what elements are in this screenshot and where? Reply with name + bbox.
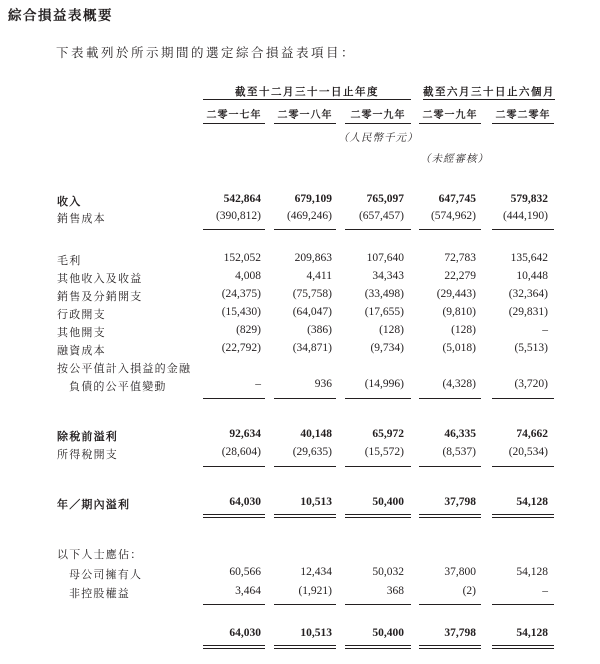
table-row: [0, 585, 600, 601]
cell: 3,464: [235, 585, 261, 597]
cell: (20,534): [508, 446, 548, 458]
cell: 46,335: [444, 428, 476, 440]
col-header-2019-h1: 二零一九年: [422, 110, 478, 121]
total-double-rule: [203, 514, 265, 518]
subtotal-rule: [345, 398, 411, 399]
col-header-2018: 二零一八年: [277, 110, 333, 121]
cell: 10,448: [516, 270, 548, 282]
row-label: 行政開支: [57, 308, 106, 321]
cell: 368: [386, 585, 404, 597]
table-row: [0, 496, 600, 512]
cell: (29,443): [436, 288, 476, 300]
cell: (829): [236, 324, 261, 336]
cell: (24,375): [221, 288, 261, 300]
table-row: [0, 193, 600, 209]
row-label: 負債的公平值變動: [69, 380, 167, 393]
cell: 152,052: [223, 252, 261, 264]
cell: 54,128: [516, 566, 548, 578]
cell: (3,720): [514, 378, 548, 390]
cell: 40,148: [300, 428, 332, 440]
cell: 74,662: [516, 428, 548, 440]
cell: (390,812): [215, 210, 261, 222]
table-row: [0, 324, 600, 340]
cell: (29,831): [508, 306, 548, 318]
cell: 765,097: [366, 193, 404, 205]
table-row: [0, 360, 600, 376]
cell: 135,642: [510, 252, 548, 264]
cell: 50,400: [372, 627, 404, 639]
cell: (33,498): [364, 288, 404, 300]
cell: 209,863: [294, 252, 332, 264]
table-row: [0, 342, 600, 358]
row-label: 所得稅開支: [57, 448, 118, 461]
cell: (14,996): [364, 378, 404, 390]
subtotal-rule: [274, 466, 336, 467]
cell: 64,030: [229, 496, 261, 508]
total-double-rule: [492, 645, 554, 649]
row-label: 年／期內溢利: [57, 498, 131, 511]
table-row: [0, 627, 600, 643]
total-double-rule: [274, 645, 336, 649]
row-label: 銷售及分銷開支: [57, 290, 143, 303]
cell: (8,537): [442, 446, 476, 458]
total-double-rule: [203, 645, 265, 649]
subtotal-rule: [274, 229, 336, 230]
cell: 4,411: [306, 270, 332, 282]
total-double-rule: [274, 514, 336, 518]
cell: (29,635): [292, 446, 332, 458]
table-row: [0, 288, 600, 304]
cell: (28,604): [221, 446, 261, 458]
table-row: [0, 546, 600, 562]
section-title: 綜合損益表概要: [8, 8, 113, 24]
cell: 64,030: [229, 627, 261, 639]
row-label: 毛利: [57, 254, 82, 267]
cell: –: [542, 585, 548, 597]
subtotal-rule: [345, 604, 411, 605]
cell: (9,734): [370, 342, 404, 354]
subtotal-rule: [203, 466, 265, 467]
row-label: 其他收入及收益: [57, 272, 143, 285]
total-double-rule: [492, 514, 554, 518]
total-double-rule: [345, 514, 411, 518]
cell: –: [542, 324, 548, 336]
header-year-group: 截至十二月三十一日止年度: [235, 86, 379, 98]
col-rule: [203, 123, 265, 124]
subtotal-rule: [203, 229, 265, 230]
subtotal-rule: [419, 604, 481, 605]
cell: (34,871): [292, 342, 332, 354]
cell: 107,640: [366, 252, 404, 264]
cell: 50,400: [372, 496, 404, 508]
col-rule: [345, 123, 411, 124]
subtotal-rule: [492, 398, 554, 399]
cell: 579,832: [510, 193, 548, 205]
table-row: [0, 566, 600, 582]
cell: (386): [307, 324, 332, 336]
row-label: 除稅前溢利: [57, 430, 118, 443]
table-row: [0, 270, 600, 286]
cell: (2): [462, 585, 476, 597]
cell: (128): [451, 324, 476, 336]
cell: (5,513): [514, 342, 548, 354]
row-label: 按公平值計入損益的金融: [57, 362, 192, 375]
cell: 65,972: [372, 428, 404, 440]
col-rule: [274, 123, 336, 124]
cell: 12,434: [300, 566, 332, 578]
cell: 10,513: [300, 627, 332, 639]
cell: (4,328): [442, 378, 476, 390]
cell: (22,792): [221, 342, 261, 354]
subtotal-rule: [492, 604, 554, 605]
col-header-2020-h1: 二零二零年: [495, 110, 551, 121]
col-header-2019: 二零一九年: [350, 110, 406, 121]
table-row: [0, 428, 600, 444]
cell: 679,109: [294, 193, 332, 205]
cell: 936: [314, 378, 332, 390]
subtotal-rule: [492, 229, 554, 230]
total-double-rule: [419, 514, 481, 518]
intro-text: 下表載列於所示期間的選定綜合損益表項目：: [56, 45, 357, 60]
row-label: 融資成本: [57, 344, 106, 357]
cell: 37,800: [444, 566, 476, 578]
subtotal-rule: [274, 398, 336, 399]
cell: (64,047): [292, 306, 332, 318]
cell: 60,566: [229, 566, 261, 578]
cell: 72,783: [444, 252, 476, 264]
cell: 4,008: [235, 270, 261, 282]
col-header-2017: 二零一七年: [206, 110, 262, 121]
unaudited-label: （未經審核）: [420, 153, 489, 165]
row-label: 銷售成本: [57, 212, 106, 225]
total-double-rule: [419, 645, 481, 649]
subtotal-rule: [492, 466, 554, 467]
cell: (1,921): [298, 585, 332, 597]
cell: (75,758): [292, 288, 332, 300]
subtotal-rule: [345, 466, 411, 467]
cell: (15,572): [364, 446, 404, 458]
subtotal-rule: [203, 604, 265, 605]
cell: (9,810): [442, 306, 476, 318]
cell: (32,364): [508, 288, 548, 300]
cell: (5,018): [442, 342, 476, 354]
cell: 54,128: [516, 496, 548, 508]
cell: 37,798: [444, 627, 476, 639]
total-double-rule: [345, 645, 411, 649]
table-row: [0, 210, 600, 226]
cell: (15,430): [221, 306, 261, 318]
table-row: [0, 252, 600, 268]
cell: 10,513: [300, 496, 332, 508]
cell: 37,798: [444, 496, 476, 508]
subtotal-rule: [419, 466, 481, 467]
subtotal-rule: [419, 398, 481, 399]
header-six-month-rule: [423, 99, 555, 100]
col-rule: [492, 123, 554, 124]
cell: (657,457): [358, 210, 404, 222]
subtotal-rule: [419, 229, 481, 230]
unit-label: （人民幣千元）: [338, 132, 419, 144]
row-label: 以下人士應佔：: [57, 548, 143, 561]
cell: (574,962): [430, 210, 476, 222]
subtotal-rule: [203, 398, 265, 399]
cell: 92,634: [229, 428, 261, 440]
cell: 34,343: [372, 270, 404, 282]
col-rule: [419, 123, 481, 124]
cell: 542,864: [223, 193, 261, 205]
cell: 647,745: [438, 193, 476, 205]
cell: –: [255, 378, 261, 390]
row-label: 其他開支: [57, 326, 106, 339]
table-row: [0, 378, 600, 394]
row-label: 母公司擁有人: [69, 568, 143, 581]
row-label: 收入: [57, 195, 82, 208]
table-row: [0, 306, 600, 322]
subtotal-rule: [274, 604, 336, 605]
row-label: 非控股權益: [69, 587, 130, 600]
table-row: [0, 446, 600, 462]
cell: (17,655): [364, 306, 404, 318]
cell: (469,246): [286, 210, 332, 222]
cell: (444,190): [502, 210, 548, 222]
header-year-rule: [203, 99, 411, 100]
cell: 22,279: [444, 270, 476, 282]
cell: 54,128: [516, 627, 548, 639]
subtotal-rule: [345, 229, 411, 230]
header-six-month-group: 截至六月三十日止六個月: [423, 86, 555, 98]
cell: (128): [379, 324, 404, 336]
cell: 50,032: [372, 566, 404, 578]
